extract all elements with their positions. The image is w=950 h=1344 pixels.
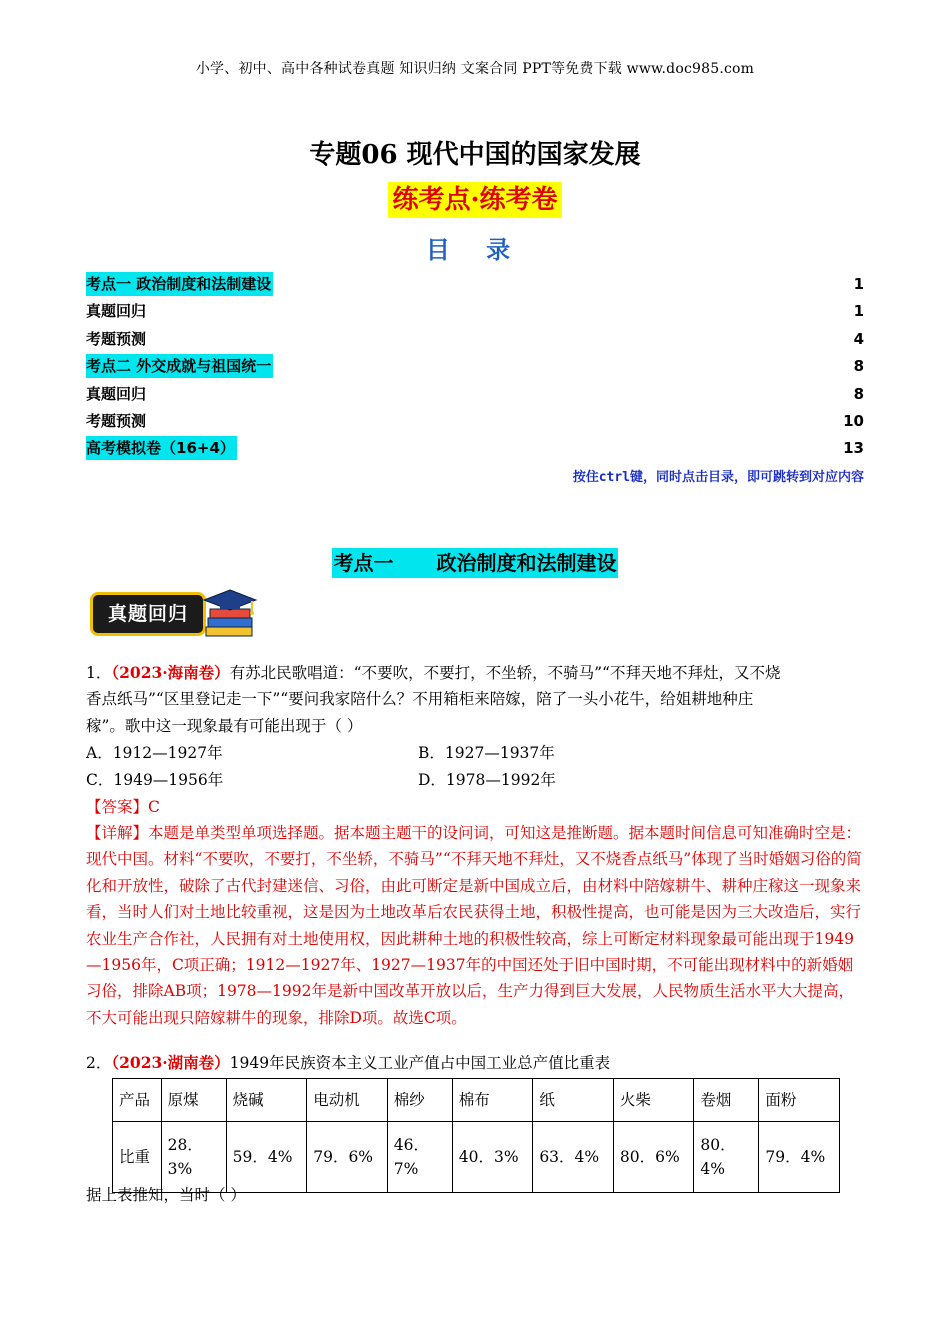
table-cell: 79．4% (759, 1122, 840, 1193)
table-cell: 63．4% (533, 1122, 614, 1193)
toc-item-page: 1 (853, 302, 864, 321)
toc-item-label[interactable]: 考题预测 (86, 411, 147, 430)
toc-item-page: 10 (843, 411, 864, 430)
toc-item-label[interactable]: 考点二 外交成就与祖国统一 (86, 354, 273, 378)
table-header-cell: 面粉 (759, 1079, 840, 1122)
table-of-contents (86, 272, 864, 464)
document-title: 专题06 现代中国的国家发展 (309, 140, 641, 170)
output-share-table (112, 1078, 840, 1193)
table-header-cell: 棉纱 (387, 1079, 452, 1122)
answer-explanation: 【详解】本题是单类型单项选择题。据本题主题干的设问词，可知这是推断题。据本题时间信息可知准确时空是：现代中国。材料“不要吹，不要打，不坐轿，不骑马”“不拜天地不拜灶，又不烧香点纸马”体现了当时婚姻习俗的简化和开放性，破除了古代封建迷信、习俗，由此可断定是新中国成立后，由材料中陪嫁耕牛、耕种庄稼这一现象来看，当时人们对土地比较重视，这是因为土地改革后农民获得土地，积极性提高，也可能是因为三大改造后，实行农业生产合作社，人民拥有对土地使用权，因此耕种土地的积极性较高，综上可断定材料现象最可能出现于1949—1956年，C项正确；1912—1927年、1927—1937年的中国还处于旧中国时期，不可能出现材料中的新婚姻习俗，排除AB项；1978—1992年是新中国改革开放以后，生产力得到巨大发展，人民物质生活水平大大提高，不大可能出现只陪嫁耕牛的现象，排除D项。故选C项。 (86, 824, 862, 1027)
toc-item-page: 1 (853, 275, 864, 293)
toc-item-page: 13 (843, 439, 864, 458)
toc-item[interactable] (86, 272, 864, 299)
question-source: （2023·海南卷） (111, 663, 230, 682)
table-header-cell: 产品 (113, 1079, 162, 1122)
question-text: 有苏北民歌唱道：“不要吹，不要打，不坐轿，不骑马”“不拜天地不拜灶，又不烧 (229, 664, 781, 682)
section-badge (90, 588, 260, 646)
toc-item-label[interactable]: 考题预测 (86, 329, 147, 348)
toc-item-label[interactable]: 考点一 政治制度和法制建设 (86, 272, 273, 296)
table-header-cell: 原煤 (161, 1079, 226, 1122)
ctrl-click-note: 按住ctrl键，同时点击目录，即可跳转到对应内容 (572, 470, 864, 485)
toc-heading: 目 录 (425, 236, 525, 264)
option-d[interactable]: D．1978—1992年 (418, 771, 556, 789)
table-header-cell: 电动机 (307, 1079, 388, 1122)
question-2-followup: 据上表推知，当时（ ） (86, 1186, 246, 1204)
table-cell: 59．4% (226, 1122, 307, 1193)
toc-item-label[interactable]: 真题回归 (86, 384, 147, 403)
table-row (113, 1079, 840, 1122)
toc-item[interactable] (86, 299, 864, 326)
table-header-cell: 卷烟 (694, 1079, 759, 1122)
section-heading: 考点一 政治制度和法制建设 (332, 548, 619, 578)
table-header-cell: 纸 (533, 1079, 614, 1122)
question-2-stem (86, 1050, 864, 1076)
question-number: 1． (86, 664, 112, 682)
table-cell: 比重 (113, 1122, 162, 1193)
toc-item-label[interactable]: 真题回归 (86, 302, 147, 321)
toc-item[interactable] (86, 327, 864, 354)
question-text: 稼”。歌中这一现象最有可能出现于（ ） (86, 716, 363, 735)
badge-label: 真题回归 (107, 603, 188, 625)
page-header: 小学、初中、高中各种试卷真题 知识归纳 文案合同 PPT等免费下载 www.doc985.com (195, 61, 755, 77)
toc-item[interactable] (86, 382, 864, 409)
option-c[interactable]: C．1949—1956年 (86, 771, 224, 789)
table-cell: 40．3% (452, 1122, 533, 1193)
toc-item[interactable] (86, 409, 864, 436)
options-row (86, 767, 864, 793)
toc-item-page: 4 (853, 329, 864, 348)
table-cell: 28．3% (161, 1122, 226, 1193)
options-row (86, 740, 864, 766)
question-text: 香点纸马”“区里登记走一下”“要问我家陪什么？不用箱柜来陪嫁，陪了一头小花牛，给姐耕地种庄 (86, 690, 754, 709)
table-cell: 80．4% (694, 1122, 759, 1193)
table-header-cell: 火柴 (613, 1079, 694, 1122)
question-1-stem (86, 660, 864, 739)
toc-item-label[interactable]: 高考模拟卷（16+4） (86, 436, 237, 460)
toc-item-page: 8 (853, 357, 864, 376)
table-cell: 79．6% (307, 1122, 388, 1193)
table-header-cell: 烧碱 (226, 1079, 307, 1122)
question-number: 2． (86, 1054, 112, 1072)
option-a[interactable]: A．1912—1927年 (86, 744, 223, 762)
table-cell: 46．7% (387, 1122, 452, 1193)
toc-item-page: 8 (853, 384, 864, 403)
answer-label: 【答案】C (86, 798, 160, 816)
option-b[interactable]: B．1927—1937年 (418, 744, 555, 762)
question-text: 1949年民族资本主义工业产值占中国工业总产值比重表 (229, 1054, 611, 1072)
question-source: （2023·湖南卷） (111, 1053, 230, 1072)
table-header-cell: 棉布 (452, 1079, 533, 1122)
table-cell: 80．6% (613, 1122, 694, 1193)
toc-item[interactable] (86, 354, 864, 381)
toc-item[interactable] (86, 436, 864, 463)
document-subtitle: 练考点·练考卷 (388, 182, 561, 218)
books-graduation-cap-icon (202, 588, 260, 644)
